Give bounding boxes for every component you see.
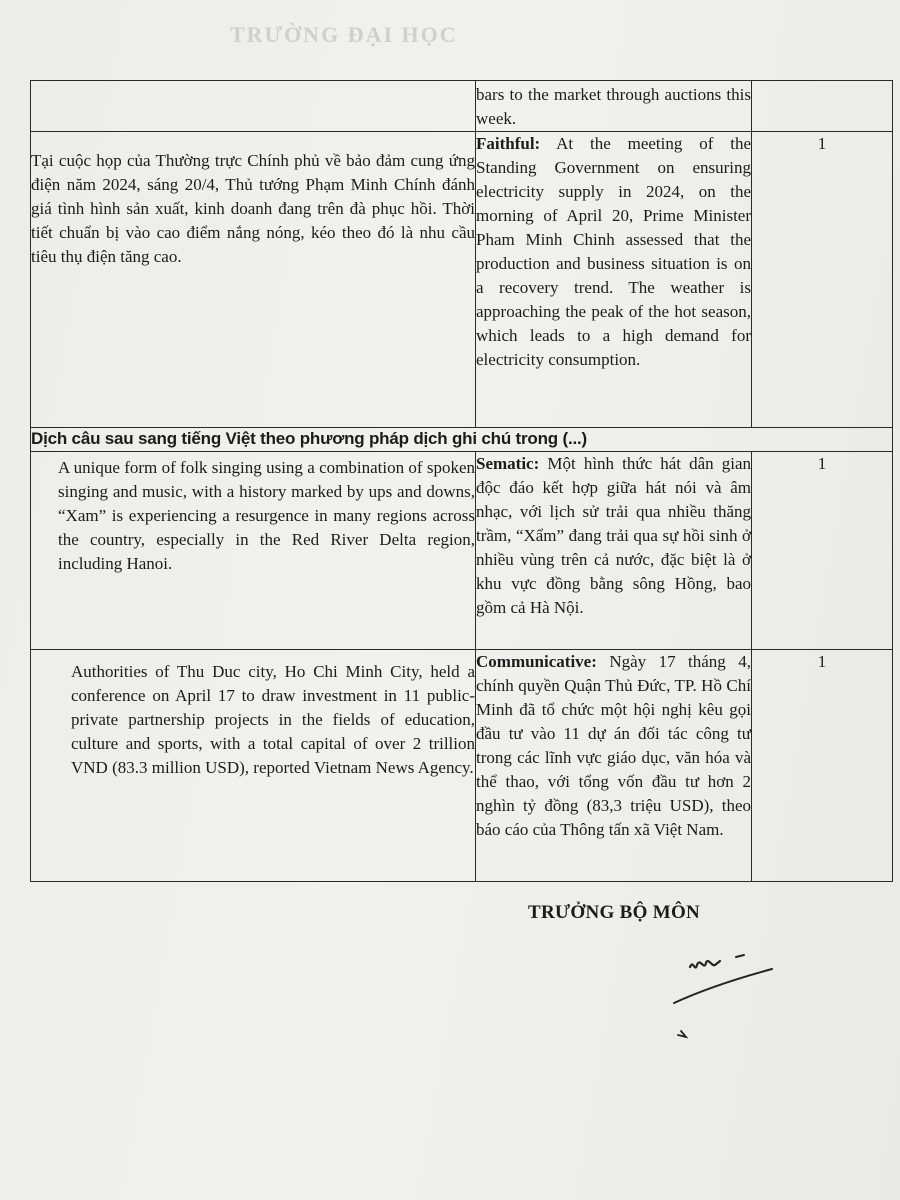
source-text: Tại cuộc họp của Thường trực Chính phủ về bảo đảm cung ứng điện năm 2024, sáng 20/4, Thủ tướng Phạm Minh Chính đánh giá tình hình sản xuất, kinh doanh đang trên đà phục hồi. Thời tiết chuẩn bị vào cao điểm nắng nóng, kéo theo đó là nhu cầu tiêu thụ điện tăng cao.: [31, 151, 475, 266]
target-cell: [476, 452, 752, 650]
target-text: bars to the market through auctions this week.: [476, 85, 751, 128]
source-cell: [31, 650, 476, 882]
source-cell: [31, 132, 476, 428]
score-value: 1: [817, 454, 827, 473]
table-row-semantic: [31, 452, 893, 650]
handwritten-signature: [660, 945, 790, 1055]
table-row-communicative: [31, 650, 893, 882]
table-row-continued: [31, 81, 893, 132]
method-label: Communicative:: [476, 652, 597, 671]
score-cell: [752, 452, 893, 650]
target-text: Một hình thức hát dân gian độc đáo kết hợp giữa hát nói và âm nhạc, với lịch sử trải qua nhiều thăng trầm, “Xẩm” đang trải qua sự hồi sinh ở nhiều vùng trên cả nước, đặc biệt là ở khu vực đồng bằng sông Hồng, bao gồm cả Hà Nội.: [476, 454, 751, 617]
section-header-row: [31, 428, 893, 452]
target-text: Ngày 17 tháng 4, chính quyền Quận Thủ Đức, TP. Hồ Chí Minh đã tổ chức một hội nghị kêu gọi đầu tư vào 11 dự án đối tác công tư trong các lĩnh vực giáo dục, văn hóa và thể thao, với tổng vốn đầu tư hơn 2 nghìn tỷ đồng (83,3 triệu USD), theo báo cáo của Thông tấn xã Việt Nam.: [476, 652, 752, 839]
source-text: Authorities of Thu Duc city, Ho Chi Minh City, held a conference on April 17 to draw investment in 11 public-private partnership projects in the fields of education, culture and sports, with a total capital of over 2 trillion VND (83.3 million USD), reported Vietnam News Agency.: [71, 662, 475, 777]
section-header: [31, 428, 893, 452]
target-text: At the meeting of the Standing Government on ensuring electricity supply in 2024, on the morning of April 20, Prime Minister Pham Minh Chinh assessed that the production and business situation is on a recovery trend. The weather is approaching the peak of the hot season, which leads to a high demand for electricity consumption.: [476, 134, 752, 369]
method-label: Sematic:: [476, 454, 540, 473]
method-label: Faithful:: [476, 134, 541, 153]
score-cell: [752, 650, 893, 882]
source-text: A unique form of folk singing using a combination of spoken singing and music, with a history marked by ups and downs, “Xam” is experiencing a resurgence in many regions across the country, especially in the Red River Delta region, including Hanoi.: [58, 458, 475, 573]
signer-title: TRƯỞNG BỘ MÔN: [528, 902, 701, 923]
target-cell: [476, 81, 752, 132]
target-cell: [476, 132, 752, 428]
target-cell: [476, 650, 752, 882]
score-cell-empty: [752, 81, 893, 132]
table-row-faithful: [31, 132, 893, 428]
score-value: 1: [817, 652, 827, 671]
translation-table: [30, 80, 893, 882]
score-value: 1: [817, 134, 827, 153]
faded-header-text: TRƯỜNG ĐẠI HỌC: [230, 22, 458, 47]
section-header-text: Dịch câu sau sang tiếng Việt theo phương pháp dịch ghi chú trong (...): [31, 429, 587, 448]
source-cell-empty: [31, 81, 476, 132]
source-cell: [31, 452, 476, 650]
score-cell: [752, 132, 893, 428]
